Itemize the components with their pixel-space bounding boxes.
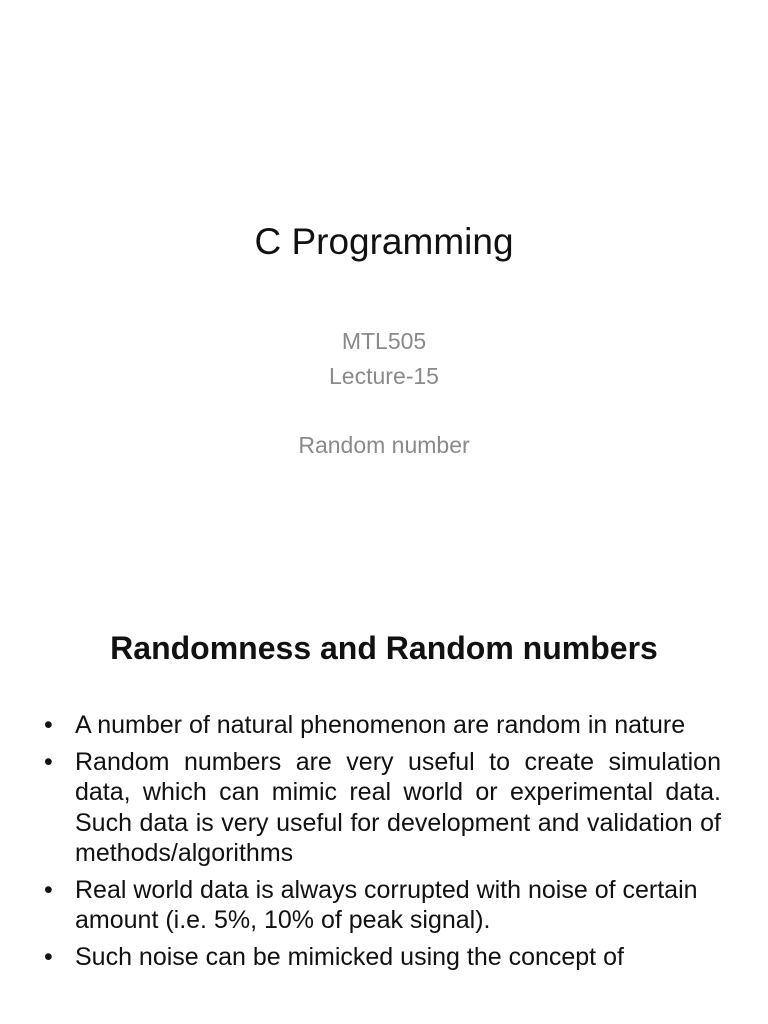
- bullet-text: Such noise can be mimicked using the concept of: [75, 942, 624, 971]
- bullet-icon: •: [44, 875, 53, 904]
- slide-heading: Randomness and Random numbers: [110, 630, 658, 666]
- bullet-item: [0, 747, 768, 869]
- bullet-item: [0, 875, 768, 936]
- bullet-icon: •: [44, 747, 53, 776]
- course-code: MTL505: [341, 328, 427, 354]
- lecture-number: Lecture-15: [329, 363, 439, 389]
- slide-title: C Programming: [254, 221, 514, 262]
- bullet-item: [0, 710, 768, 741]
- bullet-text: Real world data is always corrupted with noise of certain amount (i.e. 5%, 10% of peak signal).: [75, 875, 698, 934]
- lecture-topic: Random number: [298, 432, 470, 458]
- bullet-icon: •: [44, 942, 53, 971]
- bullet-item: [0, 942, 768, 973]
- bullet-text: Random numbers are very useful to create simulation data, which can mimic real world or experimental data. Such data is very useful for development and validation of methods/algorithms: [75, 747, 721, 867]
- content-slide: [0, 576, 768, 1024]
- bullet-icon: •: [44, 711, 53, 739]
- bullet-list: [0, 710, 768, 978]
- bullet-text: A number of natural phenomenon are random in nature: [75, 711, 686, 739]
